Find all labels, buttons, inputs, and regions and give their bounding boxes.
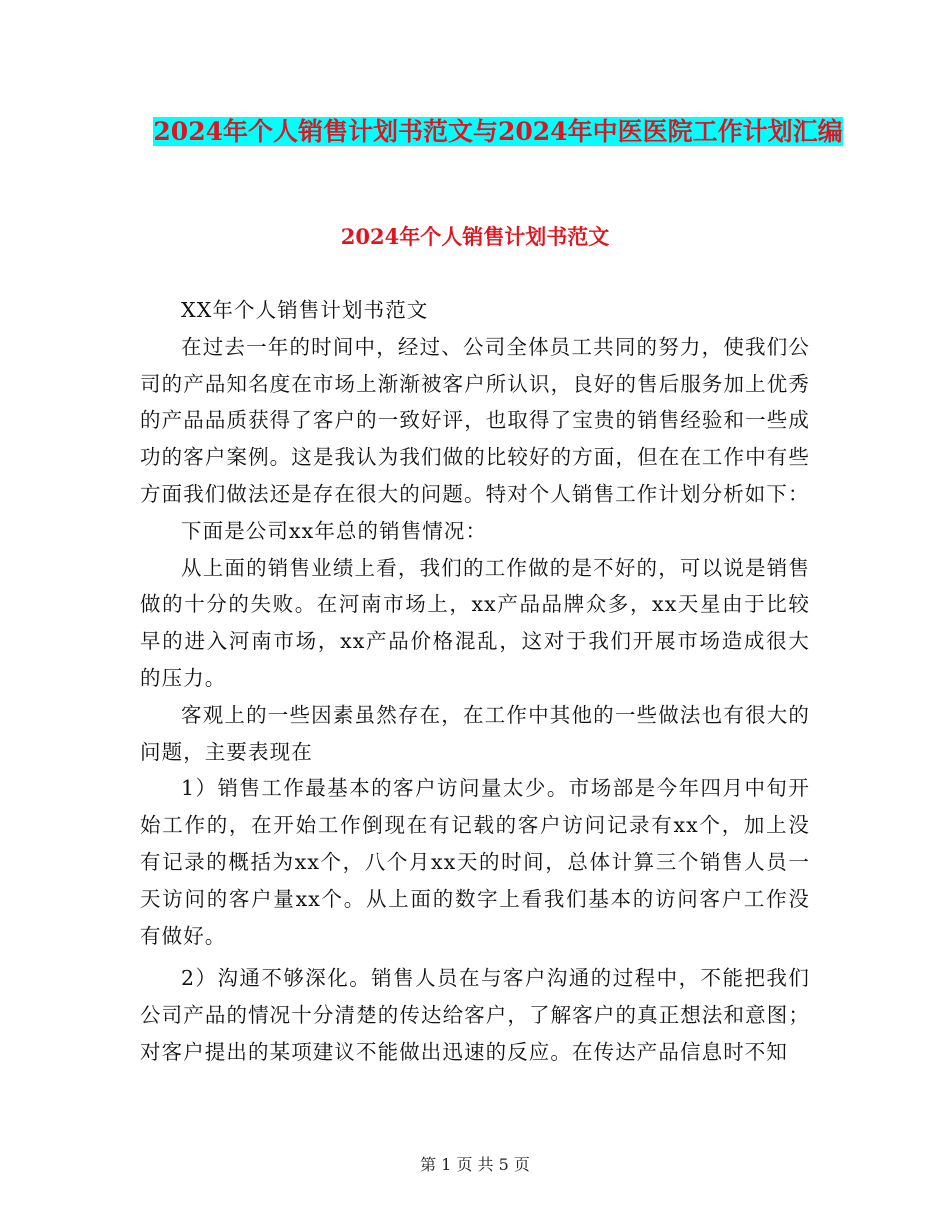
- document-title-text: 2024年个人销售计划书范文与2024年中医医院工作计划汇编: [153, 117, 843, 146]
- paragraph: 下面是公司xx年总的销售情况：: [181, 518, 488, 543]
- document-body: [140, 292, 810, 1071]
- paragraph: 从上面的销售业绩上看，我们的工作做的是不好的，可以说是销售做的十分的失败。在河南市场上，xx产品品牌众多，xx天星由于比较早的进入河南市场，xx产品价格混乱，这对于我们开展市场造成很大的压力。: [140, 555, 810, 690]
- paragraph-subtitle: XX年个人销售计划书范文: [181, 298, 429, 322]
- document-title: [140, 108, 856, 156]
- section-title: 2024年个人销售计划书范文: [340, 224, 610, 249]
- paragraph: 客观上的一些因素虽然存在，在工作中其他的一些做法也有很大的问题，主要表现在: [140, 702, 810, 764]
- paragraph: 1）销售工作最基本的客户访问量太少。市场部是今年四月中旬开始工作的，在开始工作倒现在有记载的客户访问记录有xx个，加上没有记录的概括为xx个，八个月xx天的时间，总体计算三个销售人员一天访问的客户量xx个。从上面的数字上看我们基本的访问客户工作没有做好。: [140, 776, 810, 948]
- paragraph: 2）沟通不够深化。销售人员在与客户沟通的过程中，不能把我们公司产品的情况十分清楚的传达给客户，了解客户的真正想法和意图；对客户提出的某项建议不能做出迅速的反应。在传达产品信息时不知: [140, 966, 810, 1064]
- paragraph: 在过去一年的时间中，经过、公司全体员工共同的努力，使我们公司的产品知名度在市场上渐渐被客户所认识，良好的售后服务加上优秀的产品品质获得了客户的一致好评，也取得了宝贵的销售经验和一些成功的客户案例。这是我认为我们做的比较好的方面，但在在工作中有些方面我们做法还是存在很大的问题。特对个人销售工作计划分析如下：: [140, 334, 810, 506]
- page-number: 第 1 页 共 5 页: [420, 1155, 530, 1174]
